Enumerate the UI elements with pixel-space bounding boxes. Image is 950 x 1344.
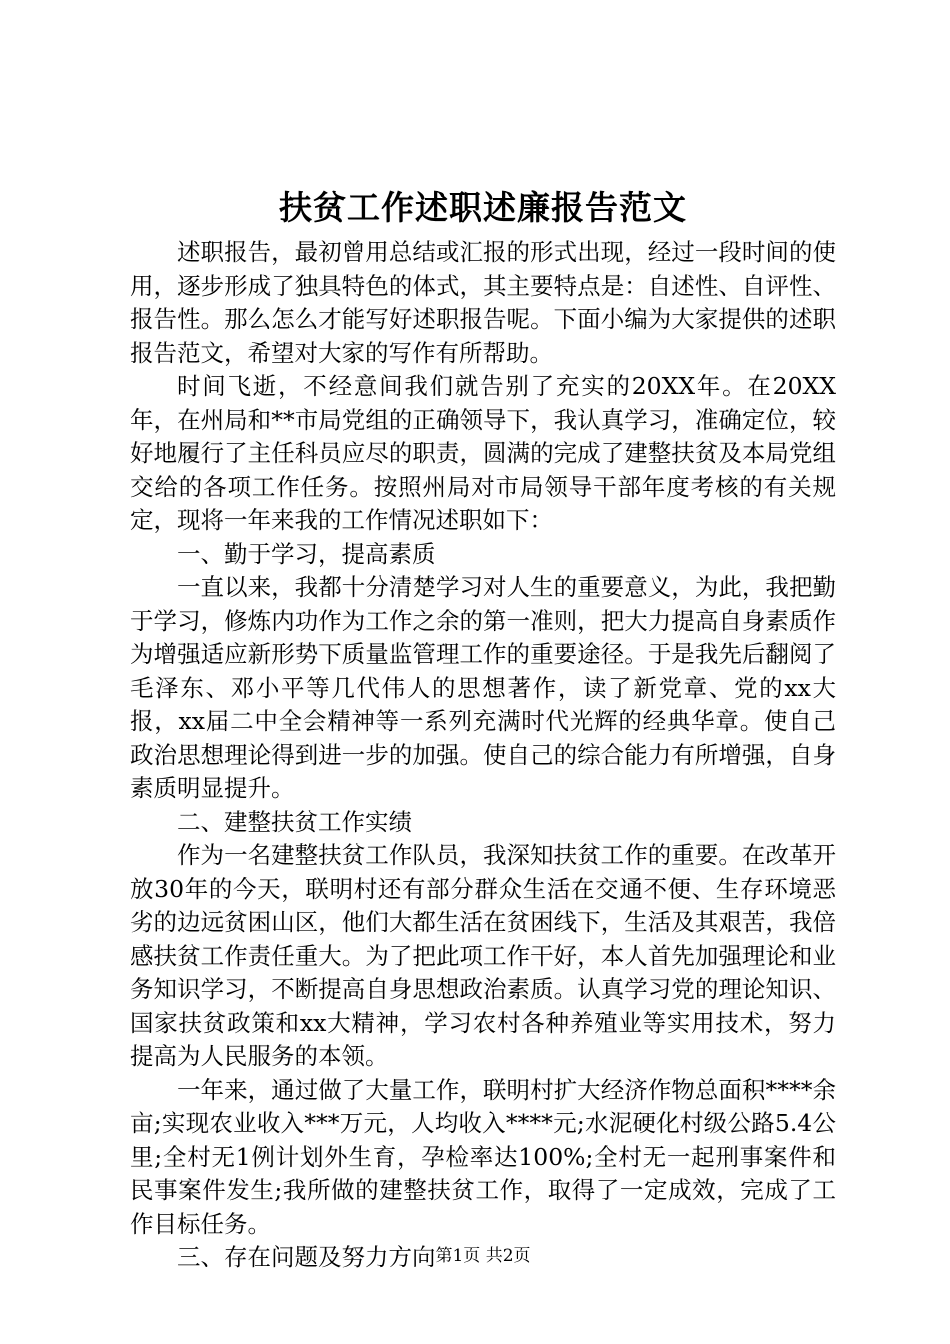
section-heading-1: 一、勤于学习，提高素质 xyxy=(177,539,436,568)
document-page xyxy=(130,0,836,1344)
paragraph-study: 一直以来，我都十分清楚学习对人生的重要意义，为此，我把勤于学习，修炼内功作为工作之余的第一准则，把大力提高自身素质作为增强适应新形势下质量监管理工作的重要途径。于是我先后翻阅了毛泽东、邓小平等几代伟人的思想著作，读了新党章、党的xx大报，xx届二中全会精神等一系列充满时代光辉的经典华章。使自己政治思想理论得到进一步的加强。使自己的综合能力有所增强，自身素质明显提升。 xyxy=(130,573,836,802)
paragraph-intro: 述职报告，最初曾用总结或汇报的形式出现，经过一段时间的使用，逐步形成了独具特色的体式，其主要特点是：自述性、自评性、报告性。那么怎么才能写好述职报告呢。下面小编为大家提供的述职报告范文，希望对大家的写作有所帮助。 xyxy=(130,238,836,367)
section-heading-2: 二、建整扶贫工作实绩 xyxy=(177,807,412,836)
paragraph-achievements: 一年来，通过做了大量工作，联明村扩大经济作物总面积****余亩;实现农业收入***万元，人均收入****元;水泥硬化村级公路5.4公里;全村无1例计划外生育，孕检率达100%;全村无一起刑事案件和民事案件发生;我所做的建整扶贫工作，取得了一定成效，完成了工作目标任务。 xyxy=(130,1075,836,1238)
paragraph-summary: 时间飞逝，不经意间我们就告别了充实的20XX年。在20XX年，在州局和**市局党组的正确领导下，我认真学习，准确定位，较好地履行了主任科员应尽的职责，圆满的完成了建整扶贫及本局党组交给的各项工作任务。按照州局对市局领导干部年度考核的有关规定，现将一年来我的工作情况述职如下： xyxy=(130,372,836,534)
document-body xyxy=(130,236,836,1275)
page-number-footer: 第1页 共2页 xyxy=(435,1246,531,1266)
paragraph-poverty-work: 作为一名建整扶贫工作队员，我深知扶贫工作的重要。在改革开放30年的今天，联明村还有部分群众生活在交通不便、生存环境恶劣的边远贫困山区，他们大都生活在贫困线下，生活及其艰苦，我倍感扶贫工作责任重大。为了把此项工作干好，本人首先加强理论和业务知识学习，不断提高自身思想政治素质。认真学习党的理论知识、国家扶贫政策和xx大精神，学习农村各种养殖业等实用技术，努力提高为人民服务的本领。 xyxy=(130,841,836,1070)
document-title: 扶贫工作述职述廉报告范文 xyxy=(279,188,687,227)
section-heading-3: 三、存在问题及努力方向 xyxy=(177,1243,436,1271)
